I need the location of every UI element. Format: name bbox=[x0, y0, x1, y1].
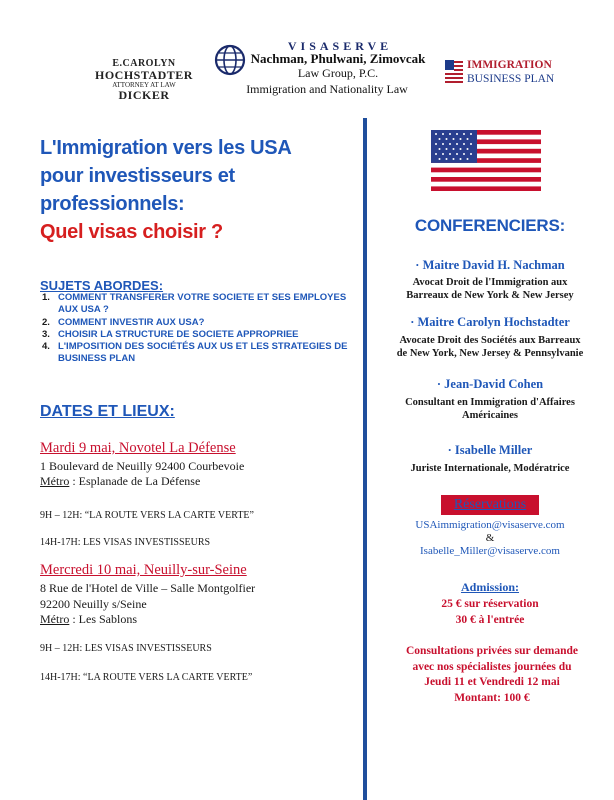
email-separator: & bbox=[485, 532, 495, 544]
speaker-desc: Avocate Droit des Sociétés aux Barreaux bbox=[399, 335, 581, 346]
consult-line4: Montant: 100 € bbox=[454, 691, 530, 704]
globe-icon bbox=[214, 44, 246, 76]
admission-heading: Admission: bbox=[460, 580, 519, 594]
list-item: 4. L'IMPOSITION DES SOCIÉTÉS AUX US ET LES STRATEGIES DE BUSINESS PLAN bbox=[42, 341, 348, 365]
speaker-desc: Américaines bbox=[462, 410, 518, 421]
subjects-list bbox=[40, 292, 360, 366]
title-line3: professionnels: bbox=[40, 193, 185, 215]
speaker-desc: Avocat Droit de l'Immigration aux bbox=[412, 277, 568, 288]
metro-value: : Esplanade de La Défense bbox=[69, 474, 201, 488]
speaker-name: · Jean-David Cohen bbox=[436, 377, 544, 391]
metro-label: Métro bbox=[40, 474, 70, 488]
speaker-desc: Consultant en Immigration d'Affaires bbox=[405, 397, 575, 408]
email-link-1[interactable]: USAimmigration@visaserve.com bbox=[415, 519, 565, 531]
admission-price-2: 30 € à l'entrée bbox=[455, 614, 525, 626]
metro-value: : Les Sablons bbox=[69, 612, 137, 626]
subjects-heading: SUJETS ABORDES: bbox=[40, 278, 164, 293]
visaserve-logo bbox=[212, 40, 424, 98]
metro-label: Métro bbox=[40, 612, 70, 626]
speakers-heading: CONFERENCIERS: bbox=[414, 216, 566, 235]
venue1-session1: 9H – 12H: “LA ROUTE VERS LA CARTE VERTE” bbox=[40, 510, 254, 521]
page-title bbox=[40, 134, 355, 246]
consult-line2: avec nos spécialistes journées du bbox=[412, 660, 572, 673]
logo-left-line4: DICKER bbox=[118, 88, 170, 102]
venue2-metro bbox=[40, 612, 137, 627]
venue2-address1: 8 Rue de l'Hotel de Ville – Salle Montgolfier bbox=[40, 581, 256, 595]
visaserve-tagline: Immigration and Nationality Law bbox=[246, 82, 408, 96]
speaker-name: · Maitre David H. Nachman bbox=[415, 258, 565, 272]
venue1-address: 1 Boulevard de Neuilly 92400 Courbevoie bbox=[40, 459, 245, 473]
logo-left-line3: ATTORNEY AT LAW bbox=[112, 81, 176, 89]
column-divider bbox=[363, 118, 367, 800]
hochstadter-dicker-logo bbox=[88, 58, 200, 102]
list-item: 2. COMMENT INVESTIR AUX USA? bbox=[42, 316, 205, 328]
reservations-button[interactable] bbox=[441, 495, 539, 515]
us-flag-icon bbox=[431, 130, 541, 191]
title-line1: L'Immigration vers les USA bbox=[40, 137, 292, 159]
venue1-metro bbox=[40, 474, 200, 489]
email-link-2[interactable]: Isabelle_Miller@visaserve.com bbox=[420, 545, 560, 557]
title-line4: Quel visas choisir ? bbox=[40, 221, 223, 243]
venue1-session2: 14H-17H: LES VISAS INVESTISSEURS bbox=[40, 537, 211, 548]
admission-price-1: 25 € sur réservation bbox=[441, 598, 539, 610]
list-item: 3. CHOISIR LA STRUCTURE DE SOCIETE APPROPRIEE bbox=[42, 328, 299, 340]
speaker-desc: Juriste Internationale, Modératrice bbox=[410, 463, 570, 474]
reservations-label: Réservations bbox=[453, 497, 527, 512]
venue2-session1: 9H – 12H: LES VISAS INVESTISSEURS bbox=[40, 643, 212, 654]
venue2-title: Mercredi 10 mai, Neuilly-sur-Seine bbox=[40, 562, 247, 578]
logo-right-line1: IMMIGRATION bbox=[467, 59, 552, 71]
consult-line3: Jeudi 11 et Vendredi 12 mai bbox=[424, 676, 560, 688]
speaker-desc: de New York, New Jersey & Pennsylvanie bbox=[396, 348, 584, 359]
consultations-block bbox=[372, 644, 612, 706]
flag-mini-icon bbox=[445, 60, 463, 84]
speaker-name: · Isabelle Miller bbox=[447, 443, 533, 457]
immigration-business-plan-logo bbox=[445, 58, 575, 88]
dates-heading: DATES ET LIEUX: bbox=[40, 403, 175, 420]
title-line2: pour investisseurs et bbox=[40, 165, 235, 187]
consult-line1: Consultations privées sur demande bbox=[406, 645, 578, 657]
venue2-address2: 92200 Neuilly s/Seine bbox=[40, 597, 147, 611]
speaker-name: · Maitre Carolyn Hochstadter bbox=[410, 315, 570, 329]
visaserve-brand: VISASERVE bbox=[287, 39, 393, 53]
logo-left-line1: E.CAROLYN bbox=[112, 58, 176, 69]
logo-left-line2: HOCHSTADTER bbox=[95, 68, 193, 82]
list-item: 1. COMMENT TRANSFERER VOTRE SOCIETE ET SES EMPLOYES AUX USA ? bbox=[42, 292, 347, 316]
visaserve-firm: Nachman, Phulwani, Zimovcak bbox=[250, 51, 426, 66]
speaker-desc: Barreaux de New York & New Jersey bbox=[406, 290, 574, 301]
logo-right-line2: BUSINESS PLAN bbox=[467, 73, 555, 85]
venue2-session2: 14H-17H: “LA ROUTE VERS LA CARTE VERTE” bbox=[40, 672, 253, 683]
venue1-title: Mardi 9 mai, Novotel La Défense bbox=[40, 440, 236, 456]
visaserve-group: Law Group, P.C. bbox=[297, 66, 379, 80]
